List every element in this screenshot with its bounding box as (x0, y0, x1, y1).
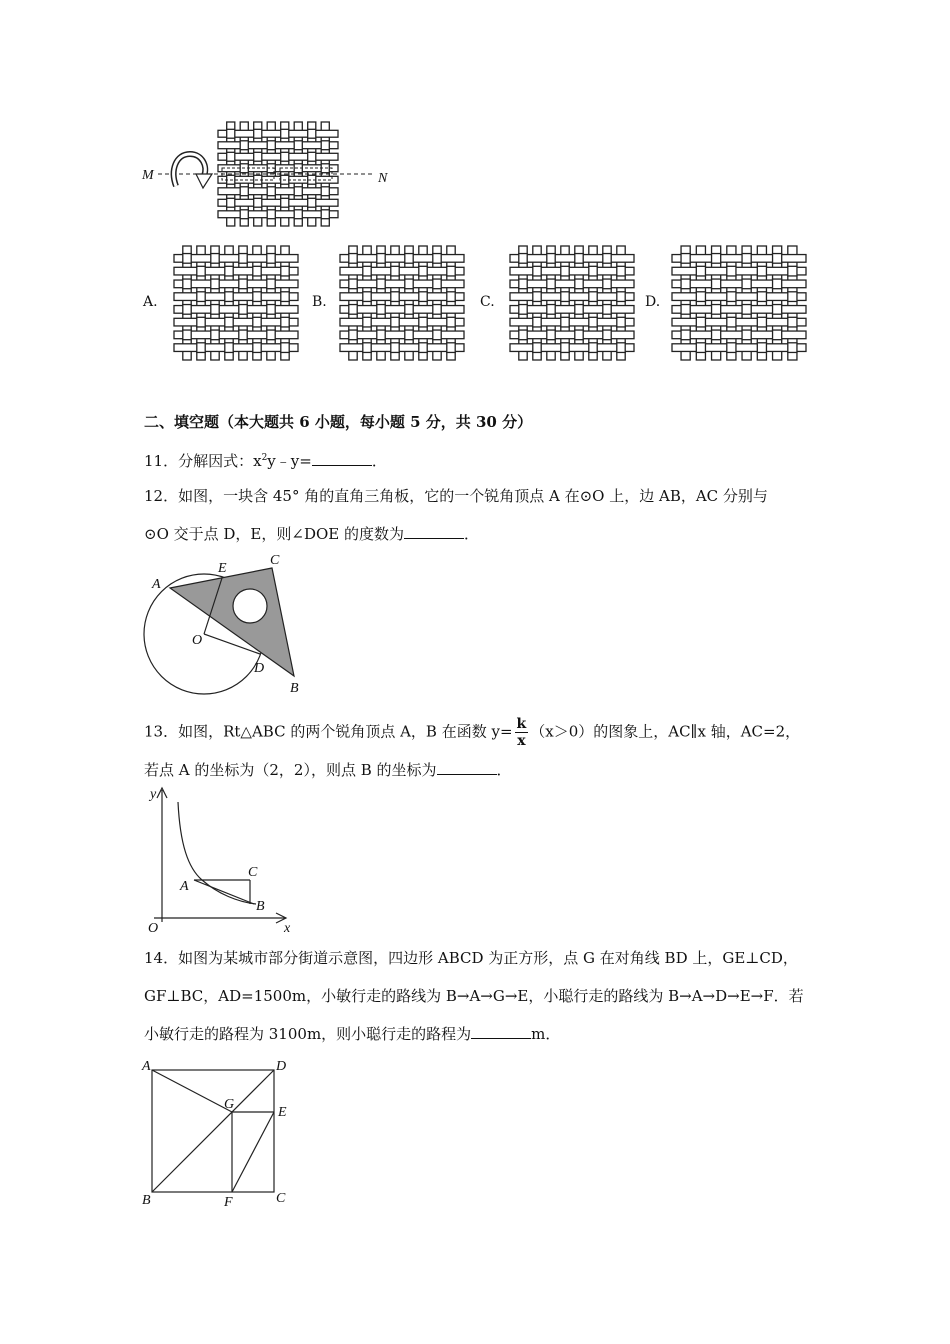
weave-crossing (617, 343, 625, 353)
weave-crossing (533, 343, 541, 353)
weave-crossing (211, 330, 219, 340)
weave-crossing (681, 305, 690, 315)
weave-crossing (742, 330, 751, 340)
weave-fold-diagram (140, 118, 400, 230)
weave-crossing (447, 343, 455, 353)
weave-crossing (773, 330, 782, 340)
label-origin: O (148, 921, 159, 934)
weave-crossing (712, 305, 721, 315)
weave-crossing (405, 254, 413, 264)
weave-strip-horizontal (218, 153, 338, 160)
weave-crossing (281, 198, 289, 207)
q13-line1 (144, 716, 800, 749)
weave-strip-horizontal (340, 293, 464, 301)
option-d-figure[interactable] (670, 244, 808, 366)
q13-line1-post: （x＞0）的图象上，AC∥x 轴，AC=2， (530, 722, 801, 741)
weave-strip-horizontal (174, 306, 298, 314)
label-g: G (224, 1097, 235, 1112)
weave-crossing (727, 292, 736, 302)
q12-line2-end: ． (464, 525, 480, 543)
weave-crossing (294, 141, 302, 150)
weave-crossing (447, 266, 455, 276)
weave-strip-horizontal (218, 130, 338, 137)
weave-crossing (211, 279, 219, 289)
weave-crossing (253, 317, 261, 327)
street-square-diagram (138, 1056, 298, 1212)
weave-crossing (239, 279, 247, 289)
weave-crossing (349, 330, 357, 340)
weave-strip-horizontal (510, 255, 634, 263)
weave-crossing (788, 292, 797, 302)
segment-ab (194, 880, 254, 904)
q11-exponent: 2 (261, 453, 268, 463)
weave-crossing (405, 330, 413, 340)
q13-line2-text: 若点 A 的坐标为（2，2），则点 B 的坐标为 (144, 761, 437, 779)
weave-crossing (575, 279, 583, 289)
weave-crossing (281, 129, 289, 138)
weave-strip-horizontal (672, 306, 806, 314)
weave-crossing (433, 254, 441, 264)
weave-crossing (547, 305, 555, 315)
weave-strip-horizontal (218, 211, 338, 218)
q14-line2: GF⊥BC，AD=1500m，小敏行走的路线为 B→A→G→E，小聪行走的路线为 B→A→D→E→F．若 (144, 987, 804, 1005)
weave-crossing (227, 198, 235, 207)
weave-crossing (197, 266, 205, 276)
weave-crossing (696, 292, 705, 302)
weave-crossing (281, 266, 289, 276)
weave-crossing (603, 254, 611, 264)
weave-option-c (508, 244, 636, 362)
weave-crossing (519, 305, 527, 315)
weave-crossing (267, 141, 275, 150)
segment-ef (232, 1112, 274, 1192)
weave-crossing (561, 266, 569, 276)
weave-crossing (254, 198, 262, 207)
weave-crossing (253, 343, 261, 353)
weave-crossing (696, 317, 705, 327)
weave-crossing (773, 254, 782, 264)
q10-main-figure (140, 118, 400, 230)
weave-crossing (712, 254, 721, 264)
q14-line3 (144, 1024, 560, 1044)
weave-crossing (533, 317, 541, 327)
weave-crossing (239, 305, 247, 315)
weave-strip-horizontal (340, 255, 464, 263)
weave-crossing (281, 292, 289, 302)
weave-crossing (391, 292, 399, 302)
weave-crossing (575, 254, 583, 264)
weave-strip-horizontal (672, 318, 806, 326)
weave-strip-horizontal (174, 344, 298, 352)
weave-strip-horizontal (340, 280, 464, 288)
weave-strip-horizontal (672, 293, 806, 301)
weave-strip-horizontal (672, 331, 806, 339)
weave-crossing (533, 292, 541, 302)
weave-crossing (321, 187, 329, 196)
q12-line2-text: ⊙O 交于点 D，E，则∠DOE 的度数为 (144, 525, 404, 543)
q12-answer-blank[interactable] (404, 524, 464, 539)
weave-crossing (405, 279, 413, 289)
weave-option-a (172, 244, 300, 362)
weave-strip-horizontal (340, 267, 464, 275)
weave-crossing (253, 266, 261, 276)
label-b: B (256, 899, 265, 914)
weave-crossing (696, 266, 705, 276)
weave-crossing (254, 129, 262, 138)
label-a: A (142, 1059, 151, 1074)
weave-strip-horizontal (174, 267, 298, 275)
label-y: y (150, 787, 157, 802)
weave-crossing (712, 279, 721, 289)
weave-crossing (239, 330, 247, 340)
weave-option-b (338, 244, 466, 362)
weave-crossing (696, 343, 705, 353)
weave-crossing (321, 210, 329, 219)
weave-crossing (183, 330, 191, 340)
weave-crossing (391, 266, 399, 276)
label-d: D (276, 1059, 287, 1074)
weave-strip-horizontal (174, 318, 298, 326)
weave-strip-horizontal (218, 142, 338, 149)
q13-line1-pre: 13．如图，Rt△ABC 的两个锐角顶点 A，B 在函数 y= (144, 722, 513, 741)
weave-crossing (727, 343, 736, 353)
arrow-head-icon (196, 174, 212, 188)
label-o: O (192, 633, 203, 648)
q13-fraction (515, 716, 529, 749)
weave-crossing (363, 343, 371, 353)
weave-strip-horizontal (174, 293, 298, 301)
weave-crossing (308, 152, 316, 161)
weave-strip-horizontal (174, 255, 298, 263)
weave-crossing (433, 279, 441, 289)
weave-crossing (742, 254, 751, 264)
weave-strip-horizontal (510, 331, 634, 339)
weave-strip-horizontal (510, 267, 634, 275)
option-b-figure[interactable] (338, 244, 466, 366)
weave-crossing (757, 317, 766, 327)
weave-strip-horizontal (672, 267, 806, 275)
weave-strip-horizontal (510, 344, 634, 352)
weave-crossing (561, 343, 569, 353)
weave-crossing (294, 210, 302, 219)
q11-text-tail: y﹣y= (267, 452, 312, 470)
weave-crossing (321, 141, 329, 150)
weave-strip-horizontal (218, 199, 338, 206)
label-e: E (218, 561, 227, 576)
weave-crossing (681, 254, 690, 264)
weave-crossing (225, 343, 233, 353)
weave-crossing (240, 187, 248, 196)
weave-crossing (788, 266, 797, 276)
weave-crossing (281, 317, 289, 327)
weave-crossing (603, 330, 611, 340)
weave-crossing (240, 210, 248, 219)
q14-answer-blank[interactable] (471, 1024, 531, 1039)
weave-crossing (281, 343, 289, 353)
weave-crossing (197, 292, 205, 302)
weave-crossing (561, 317, 569, 327)
option-c-label[interactable]: C. (480, 294, 495, 310)
weave-crossing (254, 152, 262, 161)
weave-crossing (757, 266, 766, 276)
weave-crossing (267, 210, 275, 219)
weave-crossing (773, 279, 782, 289)
weave-crossing (308, 198, 316, 207)
weave-strip-horizontal (672, 255, 806, 263)
weave-crossing (349, 254, 357, 264)
weave-crossing (433, 305, 441, 315)
axis-label-m: M (142, 168, 154, 183)
q12-line2 (144, 524, 479, 544)
weave-crossing (589, 343, 597, 353)
weave-crossing (727, 266, 736, 276)
weave-crossing (712, 330, 721, 340)
q13-figure (140, 784, 300, 938)
weave-strip-horizontal (340, 306, 464, 314)
weave-crossing (240, 141, 248, 150)
weave-crossing (349, 279, 357, 289)
weave-crossing (681, 279, 690, 289)
weave-crossing (419, 343, 427, 353)
weave-strip-horizontal (510, 318, 634, 326)
weave-crossing (197, 343, 205, 353)
weave-crossing (547, 279, 555, 289)
weave-crossing (617, 317, 625, 327)
weave-crossing (419, 292, 427, 302)
weave-crossing (225, 317, 233, 327)
label-f: F (224, 1195, 233, 1210)
weave-strip-horizontal (340, 344, 464, 352)
weave-strip-horizontal (510, 306, 634, 314)
label-b: B (290, 681, 299, 696)
weave-crossing (788, 317, 797, 327)
weave-crossing (227, 129, 235, 138)
weave-crossing (419, 317, 427, 327)
label-e: E (278, 1105, 287, 1120)
q13-frac-num: k (516, 716, 527, 732)
section-title: 二、填空题（本大题共 6 小题，每小题 5 分，共 30 分） (144, 413, 533, 431)
weave-crossing (757, 343, 766, 353)
weave-crossing (225, 292, 233, 302)
weave-crossing (788, 343, 797, 353)
weave-strip-horizontal (510, 293, 634, 301)
weave-crossing (267, 330, 275, 340)
option-a-label[interactable]: A. (143, 294, 158, 310)
weave-crossing (681, 330, 690, 340)
weave-crossing (519, 330, 527, 340)
weave-strip-horizontal (510, 280, 634, 288)
q13-answer-blank[interactable] (437, 760, 497, 775)
diagonal-bd (152, 1070, 274, 1192)
weave-crossing (267, 305, 275, 315)
segment-ag (152, 1070, 235, 1112)
weave-crossing (603, 305, 611, 315)
q13-line2-end: ． (496, 761, 512, 779)
q12-line1: 12．如图，一块含 45° 角的直角三角板，它的一个锐角顶点 A 在⊙O 上，边 AB，AC 分别与 (144, 487, 768, 505)
q11-answer-blank[interactable] (312, 451, 372, 466)
weave-crossing (561, 292, 569, 302)
weave-crossing (377, 330, 385, 340)
label-c: C (276, 1191, 286, 1206)
weave-crossing (603, 279, 611, 289)
weave-crossing (225, 266, 233, 276)
weave-crossing (211, 254, 219, 264)
weave-crossing (363, 317, 371, 327)
weave-crossing (239, 254, 247, 264)
weave-crossing (547, 254, 555, 264)
q14-line1: 14．如图为某城市部分街道示意图，四边形 ABCD 为正方形，点 G 在对角线 BD 上，GE⊥CD， (144, 949, 798, 967)
weave-crossing (183, 254, 191, 264)
question-11 (144, 448, 387, 471)
label-a: A (180, 879, 189, 894)
q12-figure (140, 548, 320, 702)
q11-text: 分解因式：x (178, 452, 262, 470)
weave-crossing (308, 129, 316, 138)
weave-crossing (211, 305, 219, 315)
weave-crossing (575, 330, 583, 340)
weave-crossing (727, 317, 736, 327)
q13-line2 (144, 760, 512, 780)
weave-strip-horizontal (218, 188, 338, 195)
q14-figure (138, 1056, 298, 1216)
weave-crossing (267, 187, 275, 196)
q14-line3-text: 小敏行走的路程为 3100m，则小聪行走的路程为 (144, 1025, 472, 1043)
weave-crossing (519, 254, 527, 264)
weave-crossing (391, 317, 399, 327)
weave-crossing (391, 343, 399, 353)
weave-crossing (377, 279, 385, 289)
weave-crossing (183, 279, 191, 289)
weave-crossing (253, 292, 261, 302)
weave-strip-horizontal (174, 331, 298, 339)
weave-crossing (363, 292, 371, 302)
weave-crossing (349, 305, 357, 315)
weave-crossing (617, 266, 625, 276)
q11-end: ． (371, 452, 387, 470)
weave-strip-horizontal (340, 318, 464, 326)
weave-crossing (447, 317, 455, 327)
q13-frac-den: x (517, 733, 526, 749)
weave-crossing (405, 305, 413, 315)
weave-crossing (742, 305, 751, 315)
weave-crossing (589, 266, 597, 276)
weave-crossing (363, 266, 371, 276)
weave-crossing (589, 292, 597, 302)
weave-crossing (183, 305, 191, 315)
triangle-hole (233, 589, 267, 623)
circle-triangle-diagram (140, 548, 320, 698)
weave-crossing (547, 330, 555, 340)
q11-number: 11． (144, 452, 179, 470)
option-b-label[interactable]: B. (312, 294, 327, 310)
axis-label-n: N (378, 171, 388, 186)
weave-crossing (575, 305, 583, 315)
weave-strip-horizontal (672, 280, 806, 288)
option-c-figure[interactable] (508, 244, 636, 366)
triangle-abc (170, 568, 294, 676)
option-d-label[interactable]: D. (645, 294, 661, 310)
weave-option-d (670, 244, 808, 362)
label-x: x (284, 921, 291, 934)
weave-crossing (617, 292, 625, 302)
option-a-figure[interactable] (172, 244, 300, 366)
weave-crossing (419, 266, 427, 276)
weave-crossing (281, 152, 289, 161)
weave-crossing (533, 266, 541, 276)
weave-crossing (197, 317, 205, 327)
weave-crossing (294, 187, 302, 196)
label-c: C (270, 553, 280, 568)
q14-line3-end: m． (531, 1025, 561, 1043)
label-d: D (254, 661, 265, 676)
weave-crossing (519, 279, 527, 289)
weave-crossing (447, 292, 455, 302)
weave-crossing (377, 305, 385, 315)
label-a: A (152, 577, 161, 592)
weave-crossing (227, 152, 235, 161)
label-b: B (142, 1193, 151, 1208)
weave-crossing (377, 254, 385, 264)
weave-crossing (267, 254, 275, 264)
weave-crossing (433, 330, 441, 340)
weave-strip-horizontal (672, 344, 806, 352)
weave-crossing (757, 292, 766, 302)
weave-crossing (773, 305, 782, 315)
weave-crossing (267, 279, 275, 289)
weave-strip-horizontal (340, 331, 464, 339)
label-c: C (248, 865, 258, 880)
hyperbola-graph (140, 784, 300, 934)
weave-crossing (742, 279, 751, 289)
weave-crossing (589, 317, 597, 327)
weave-strip-horizontal (174, 280, 298, 288)
